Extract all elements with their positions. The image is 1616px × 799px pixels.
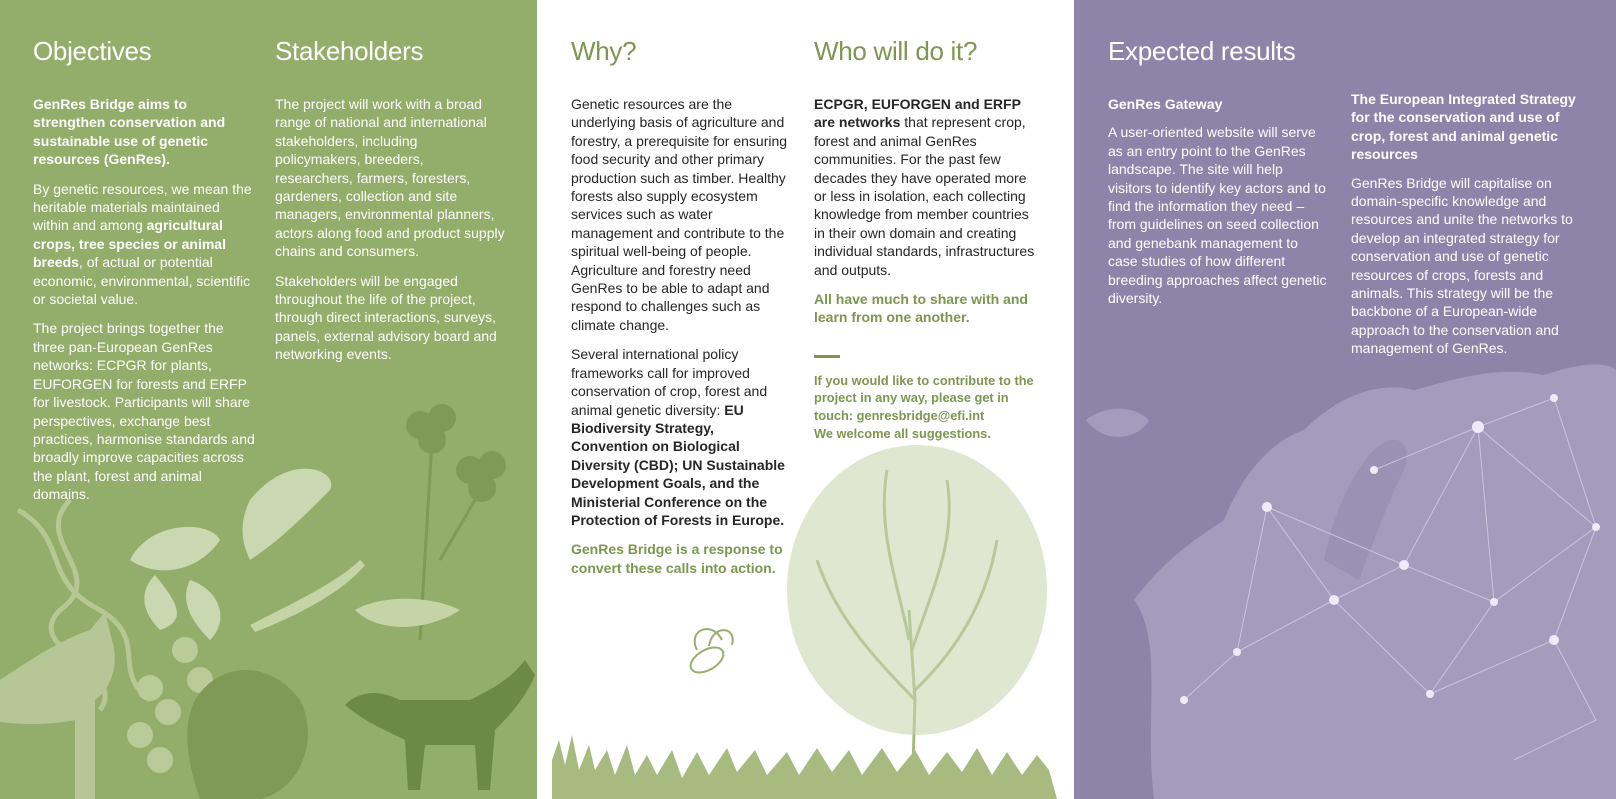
p2-a: By genetic resources, we mean the heritable materials maintained within and among [33, 180, 252, 234]
welcome-text: We welcome all suggestions. [814, 425, 991, 441]
why-p2-bold: EU Biodiversity Strategy, Convention on Biological Diversity (CBD); UN Sustainable Development Goals, and the Ministerial Conference on the Protection of Forests in Europe. [571, 401, 785, 528]
who-heading: Who will do it? [814, 36, 978, 66]
objectives-networks: The project brings together the three pan-European GenRes networks: ECPGR for plants, EUFORGEN for forests and ERFP for livestock. Participants will share perspectives, exchange best practices, harmonise standards and broadly improve capacities across the plant, forest and animal domains. [33, 320, 255, 503]
stakeholders-p2: Stakeholders will be engaged throughout the life of the project, through direct interactions, surveys, panels, external advisory board and networking events. [275, 272, 497, 363]
gateway-title: GenRes Gateway [1108, 96, 1223, 112]
bee-icon [686, 629, 732, 678]
stakeholders-column [275, 36, 505, 375]
objectives-genetic-resources [33, 180, 258, 309]
objectives-heading: Objectives [33, 36, 152, 66]
why-highlight: GenRes Bridge is a response to convert these calls into action. [571, 541, 783, 576]
objectives-lead [33, 95, 258, 169]
europe-landmass [1134, 365, 1616, 799]
goat-icon [345, 660, 535, 790]
objectives-column [33, 36, 258, 515]
divider [814, 355, 840, 358]
panel-why-who [537, 0, 1074, 799]
contact-text[interactable]: If you would like to contribute to the project in any way, please get in touch: genresbridge@efi.int [814, 372, 1034, 424]
grass-icon [552, 735, 1057, 799]
oak-leaf-icon [187, 670, 307, 799]
strategy-title: The European Integrated Strategy for the conservation and use of crop, forest and animal genetic resources [1351, 91, 1576, 163]
strategy-text: GenRes Bridge will capitalise on domain-specific knowledge and resources and unite the networks to develop an integrated strategy for conservation and use of genetic resources of crops, forests and animals. This strategy will be the backbone of a European-wide approach to the conservation and management of GenRes. [1351, 174, 1573, 357]
why-column [571, 36, 789, 588]
fern-icon [250, 560, 460, 632]
expected-results-column [1108, 36, 1330, 318]
who-p1-bold: ECPGR, EUFORGEN and ERFP are networks [814, 96, 1021, 131]
who-p1 [814, 95, 1042, 279]
why-p1: Genetic resources are the underlying basis of agriculture and forestry, a prerequisite for ensuring food security and other primary production such as timber. Healthy forests also supply ecosystem services such as water management and contribute to the spiritual well-being of people. Agriculture and forestry need GenRes to be able to adapt and respond to challenges such as climate change. [571, 96, 788, 333]
why-p2-a: Several international policy frameworks call for improved conservation of crop, forest and animal genetic diversity: [571, 346, 768, 418]
why-heading: Why? [571, 36, 637, 66]
panel-objectives-stakeholders [0, 0, 537, 799]
why-p2 [571, 345, 789, 529]
tree-canopy [787, 445, 1047, 735]
who-highlight: All have much to share with and learn from one another. [814, 291, 1028, 326]
gateway-text: A user-oriented website will serve as an entry point to the GenRes landscape. The site will help visitors to identify key actors and to find the information they need – from guidelines on seed collection and genebank management to case studies of how different breeding approaches affect genetic diversity. [1108, 124, 1327, 307]
p2-bold: agricultural crops, tree species or animal breeds [33, 217, 226, 271]
objectives-lead-text: GenRes Bridge aims to strengthen conservation and sustainable use of genetic resources (GenRes). [33, 96, 226, 168]
stakeholders-p1: The project will work with a broad range of national and international stakeholders, including policymakers, breeders, researchers, farmers, foresters, gardeners, collection and site managers, environmental planners, actors along food and product supply chains and consumers. [275, 96, 505, 260]
strategy-column [1351, 90, 1579, 369]
p2-b: , of actual or potential economic, environmental, scientific or societal value. [33, 254, 251, 308]
who-column [814, 36, 1042, 453]
iceland [1086, 409, 1149, 437]
who-p1-rest: that represent crop, forest and animal GenRes communities. For the past few decades they have operated more or less in isolation, each collecting knowledge from member countries in their own domain and creating individual standards, infrastructures and outputs. [814, 114, 1035, 278]
panel-expected-results [1074, 0, 1616, 799]
expected-heading: Expected results [1108, 36, 1296, 66]
stakeholders-heading: Stakeholders [275, 36, 424, 66]
